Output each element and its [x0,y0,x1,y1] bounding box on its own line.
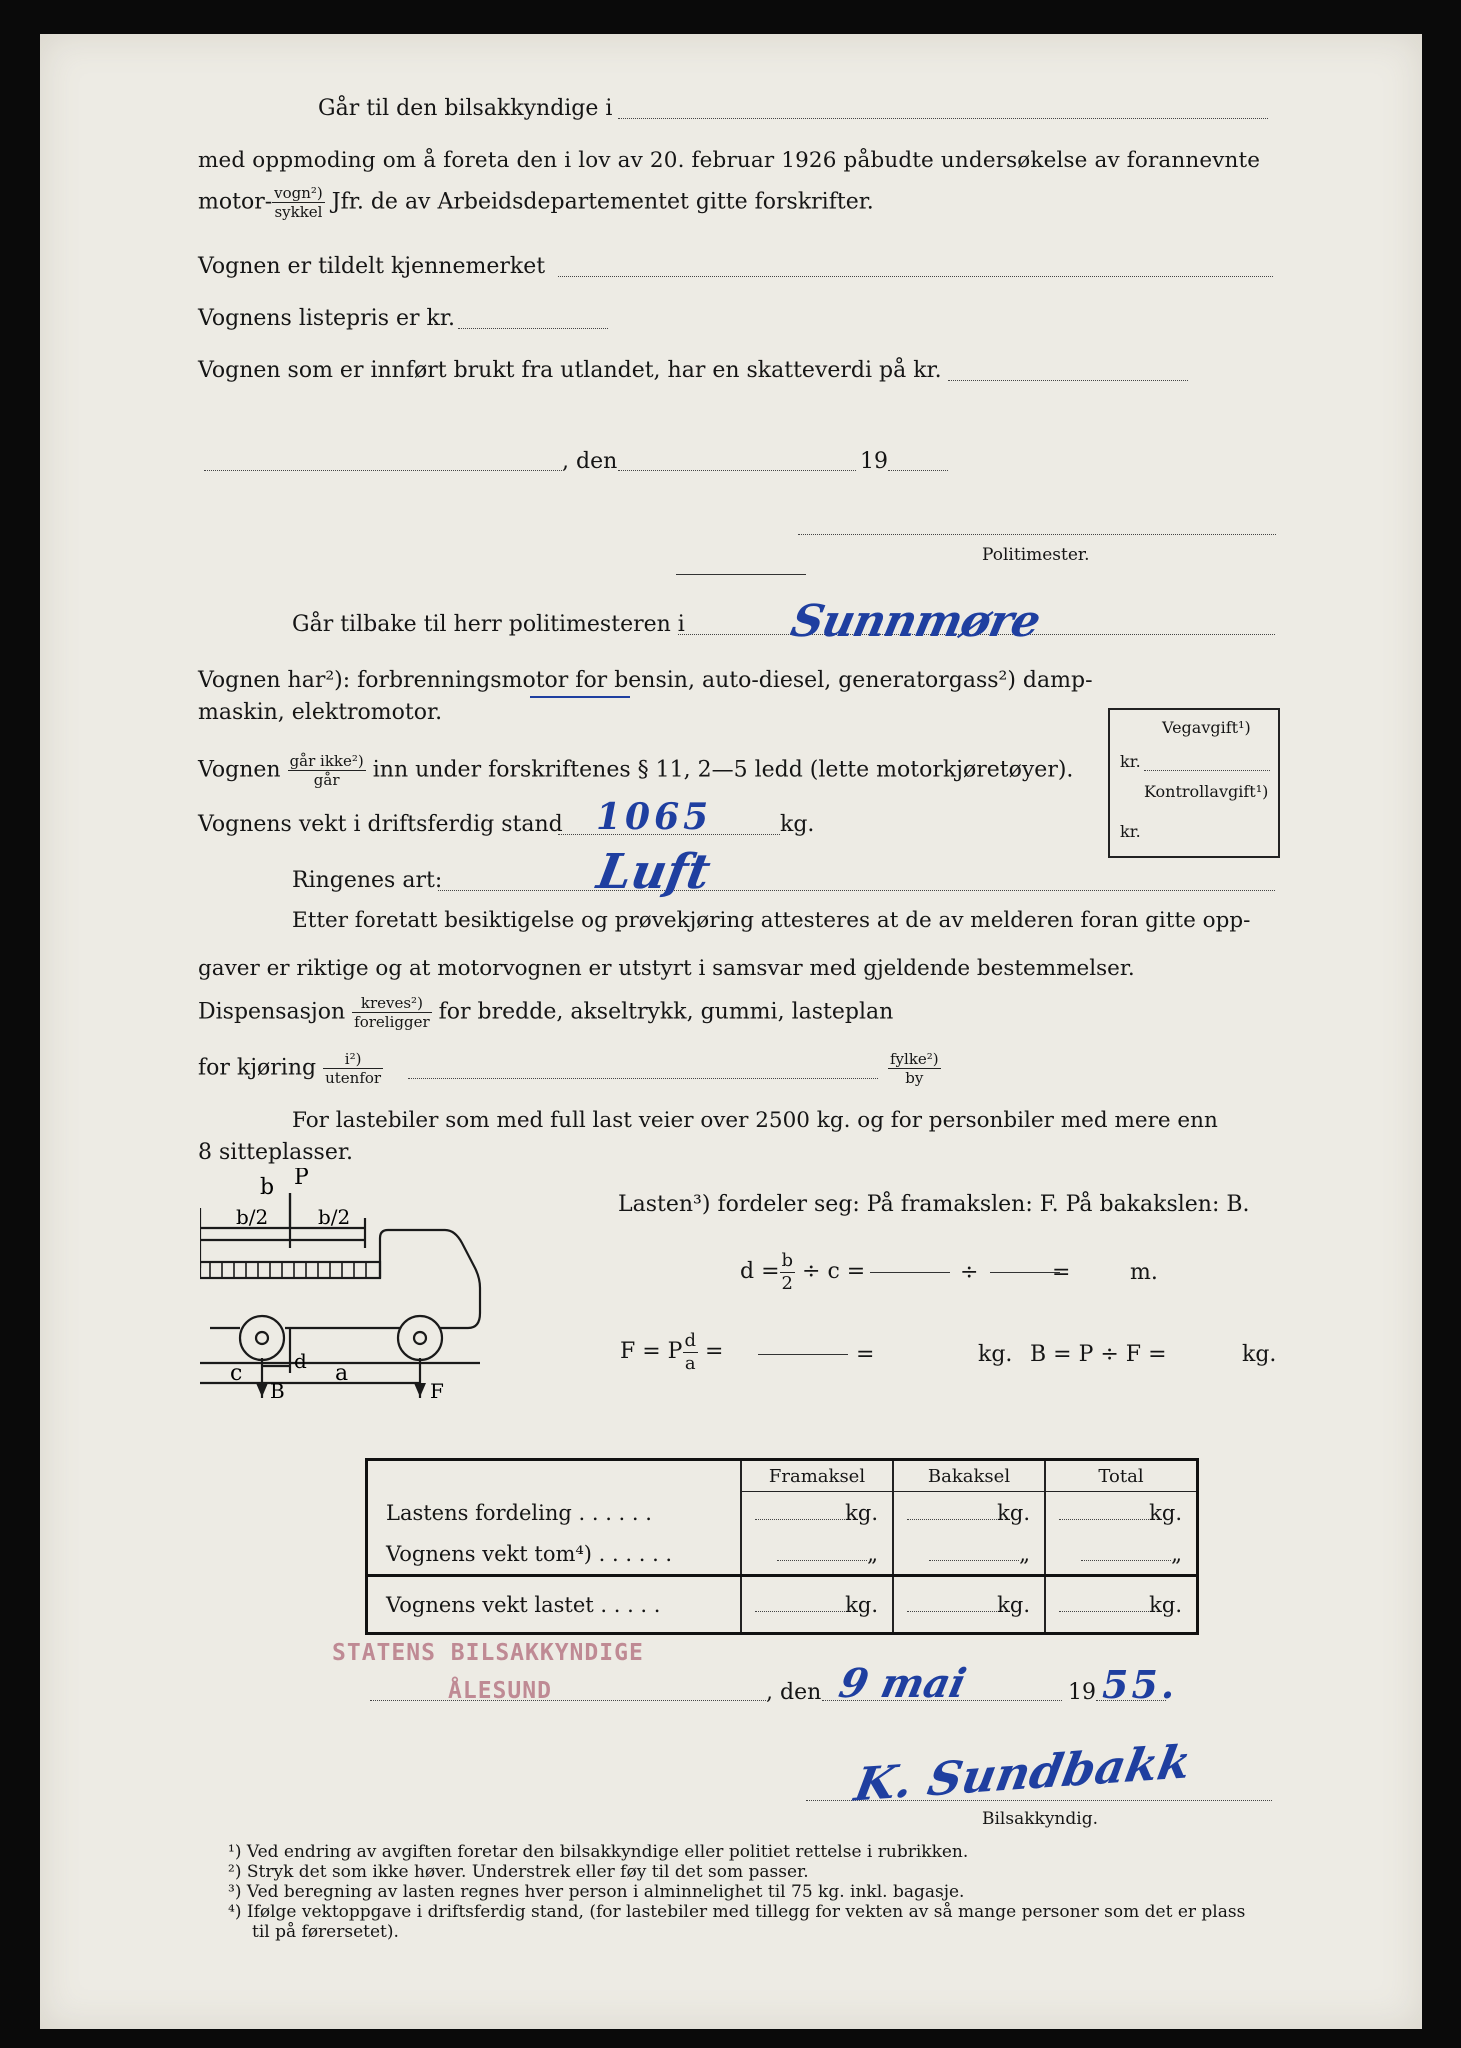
tbl-cell[interactable] [1045,1492,1198,1534]
place-field-1[interactable] [204,470,562,471]
vegavgift-label: Vegavgift¹) [1162,718,1251,737]
f1-rest: ÷ c = [802,1259,866,1285]
tbl-corner [367,1460,742,1492]
f1-blank-1[interactable] [870,1272,950,1273]
footnote-4-cont [252,1922,399,1942]
unit-cell: kg. [1149,1500,1182,1525]
motor-suffix: Jfr. de av Arbeidsdepartementet gitte forskrifter. [331,189,874,215]
stamp-line-1: STATENS BILSAKKYNDIGE [332,1640,644,1666]
unit-cell: kg. [1149,1592,1182,1617]
place-field-2[interactable] [370,1700,766,1701]
listepris-field[interactable] [458,328,608,329]
kreves-fraction [352,994,431,1031]
year-field-1[interactable] [888,470,948,471]
bilsakkyndig-field[interactable] [618,118,1268,119]
disp-suffix: for bredde, akseltrykk, gummi, lasteplan [438,999,894,1025]
frac-vogn: vogn²) [274,184,323,202]
footnote-text: til på førersetet). [252,1922,399,1942]
ringer-label: Ringenes art: [292,868,443,893]
dim-B: B [270,1379,285,1398]
fylke-fraction [888,1050,941,1087]
year-handwritten: 55. [1102,1662,1178,1707]
return-label: Går tilbake til herr politimesteren i [292,612,685,637]
frac-by: by [905,1069,924,1087]
signature-handwritten: K. Sundbakk [850,1734,1196,1812]
formula-d [740,1250,865,1294]
vekt-unit: kg. [780,812,815,837]
vogn-sykkel-fraction [272,184,325,221]
frac-foreligger: foreligger [354,1013,430,1031]
dim-d: d [294,1349,307,1373]
tbl-cell[interactable] [741,1492,893,1534]
request-text: med oppmoding om å foreta den i lov av 20. februar 1926 påbudte undersøkelse av forannevnte [198,148,1261,173]
f2-kg2: kg. [1242,1342,1277,1367]
unit-cell: „ [1171,1541,1182,1566]
f2-frac-d: a [684,1352,696,1374]
vekt-handwritten: 1065 [596,796,713,838]
tbl-cell[interactable] [893,1576,1045,1634]
frac-kreves: kreves²) [352,994,431,1013]
tbl-cell[interactable] [893,1492,1045,1534]
date-field-1[interactable] [618,470,856,471]
footnote-mark: ³) [228,1882,242,1902]
vegavgift-kr: kr. [1120,752,1141,771]
footnote-4 [228,1902,1245,1922]
bilsakkyndig-label: Bilsakkyndig. [982,1809,1098,1829]
axle-load-table [365,1458,1199,1635]
kjennemerke-label: Vognen er tildelt kjennemerket [198,254,546,279]
stamp-line-2: ÅLESUND [448,1678,552,1704]
motor-line-1: Vognen har²): forbrenningsmotor for bensin, auto-diesel, generatorgass²) damp- [198,668,1093,693]
f2-frac [683,1330,699,1374]
dim-c: c [230,1361,243,1386]
f1-unit: m. [1130,1260,1158,1285]
lastebiler-line-1: For lastebiler som med full last veier over 2500 kg. og for personbiler med mere enn [292,1108,1218,1133]
tbl-row-lastet: Vognens vekt lastet . . . . . [367,1576,742,1634]
frac-gaar-ikke: går ikke²) [289,752,364,770]
gaar-fraction [288,752,366,789]
f2-bpart: B = P ÷ F = [1030,1342,1167,1367]
footnote-mark: ¹) [228,1842,242,1862]
motor-underline [530,696,630,698]
dispensasjon-line [198,994,893,1031]
frac-sykkel: sykkel [274,203,323,221]
forskrift-suffix: inn under forskriftenes § 11, 2—5 ledd (lette motorkjøretøyer). [372,757,1074,783]
date-handwritten: 9 mai [835,1660,971,1707]
attest-line-1: Etter foretatt besiktigelse og prøvekjøring attesteres at de av melderen foran gitte opp- [292,908,1251,933]
year-label-1: 19 [860,449,888,474]
tbl-row-tom: Vognens vekt tom⁴) . . . . . . [367,1534,742,1576]
f1-lhs: d = [740,1259,780,1285]
tbl-header-bakaksel: Bakaksel [893,1460,1045,1492]
f2-blank-1[interactable] [758,1354,848,1355]
politimester-signature-line[interactable] [798,534,1276,535]
footnote-3 [228,1882,964,1902]
row-label-lastet: Vognens vekt lastet [386,1592,594,1617]
bilsakkyndig-label: Går til den bilsakkyndige i [318,96,613,121]
kjoring-prefix: for kjøring [198,1055,317,1081]
separator-line [676,574,806,575]
tbl-header-framaksel: Framaksel [741,1460,893,1492]
lasten-text: Lasten³) fordeler seg: På framakslen: F. På bakakslen: B. [618,1192,1250,1217]
frac-gaar: går [313,771,340,789]
frac-fylke: fylke²) [890,1050,939,1068]
tbl-cell[interactable] [741,1576,893,1634]
frac-i: i²) [323,1050,383,1069]
footnote-text: Ifølge vektoppgave i driftsferdig stand, (for lastebiler med tillegg for vekten av så mange personer som det er plass [246,1902,1246,1922]
kjoring-line [198,1050,383,1087]
f1-frac [780,1250,796,1294]
row-label-lastens: Lastens fordeling [386,1500,572,1525]
skatteverdi-label: Vognen som er innført brukt fra utlandet, har en skatteverdi på kr. [198,358,942,383]
f2-frac-n: d [684,1330,697,1351]
unit-cell: kg. [845,1500,878,1525]
unit-cell: „ [1019,1541,1030,1566]
attest-line-2: gaver er riktige og at motorvognen er utstyrt i samsvar med gjeldende bestemmelser. [198,956,1135,981]
tbl-cell[interactable] [1045,1576,1198,1634]
den-label-1: , den [562,449,618,474]
f1-div: ÷ [960,1260,979,1285]
unit-cell: „ [867,1541,878,1566]
fylke-fraction-wrap [888,1050,941,1087]
form-page [40,34,1422,2029]
tbl-cell[interactable] [1045,1534,1198,1576]
f1-eq: = [1052,1260,1071,1285]
f2-eq1: = [705,1339,724,1365]
year-label-2: 19 [1068,1680,1096,1705]
unit-cell: kg. [997,1592,1030,1617]
ringer-handwritten: Luft [593,844,715,900]
formula-f [620,1330,723,1374]
motor-line-2: maskin, elektromotor. [198,700,443,725]
truck-diagram [200,1168,620,1398]
unit-cell: kg. [845,1592,878,1617]
footnote-mark: ²) [228,1862,242,1882]
tbl-cell[interactable] [741,1534,893,1576]
tbl-header-total: Total [1045,1460,1198,1492]
return-handwritten: Sunnmøre [786,596,1045,647]
f2-lhs: F = P [620,1339,683,1365]
skatteverdi-field[interactable] [948,380,1188,381]
footnote-text: Ved endring av avgiften foretar den bilsakkyndige eller politiet rettelse i rubrikken. [246,1842,969,1862]
footnote-1 [228,1842,968,1862]
tbl-row-lastens: Lastens fordeling . . . . . . [367,1492,742,1534]
motor-prefix: motor- [198,189,273,215]
row-label-tom: Vognens vekt tom⁴) [386,1541,592,1566]
innenfor-fraction [323,1050,383,1087]
dim-F: F [430,1379,444,1398]
listepris-label: Vognens listepris er kr. [198,306,455,331]
kjennemerke-field[interactable] [558,276,1273,277]
unit-cell: kg. [997,1500,1030,1525]
footnote-text: Ved beregning av lasten regnes hver person i alminnelighet til 75 kg. inkl. bagasje. [246,1882,965,1902]
lastebiler-line-2: 8 sitteplasser. [198,1140,353,1165]
f1-frac-n: b [781,1250,794,1271]
f2-kg: kg. [978,1342,1013,1367]
tbl-cell[interactable] [893,1534,1045,1576]
vegavgift-field[interactable] [1144,770,1270,771]
kjoring-field[interactable] [408,1078,878,1079]
footnote-2 [228,1862,809,1882]
dim-b2-left: b/2 [236,1205,269,1229]
footnote-text: Stryk det som ikke høver. Understrek eller føy til det som passer. [246,1862,809,1882]
f1-frac-d: 2 [781,1272,793,1294]
dim-P: P [294,1168,309,1190]
vekt-label: Vognens vekt i driftsferdig stand [198,812,563,837]
dim-b: b [260,1175,275,1200]
kontrollavgift-label: Kontrollavgift¹) [1144,782,1269,801]
dim-b2-right: b/2 [318,1205,351,1229]
fees-box [1108,708,1280,858]
kontrollavgift-kr: kr. [1120,822,1141,841]
motor-type-line [198,184,874,221]
politimester-label: Politimester. [982,545,1090,565]
footnote-mark: ⁴) [228,1902,242,1922]
ringer-field[interactable] [438,890,1275,891]
frac-utenfor: utenfor [325,1069,382,1087]
dim-a: a [335,1361,349,1386]
den-label-2: , den [766,1680,822,1705]
f2-eq2: = [856,1342,875,1367]
forskrift-line [198,752,1073,789]
f1-blank-2[interactable] [990,1272,1060,1273]
disp-prefix: Dispensasjon [198,999,346,1025]
forskrift-prefix: Vognen [198,757,281,783]
